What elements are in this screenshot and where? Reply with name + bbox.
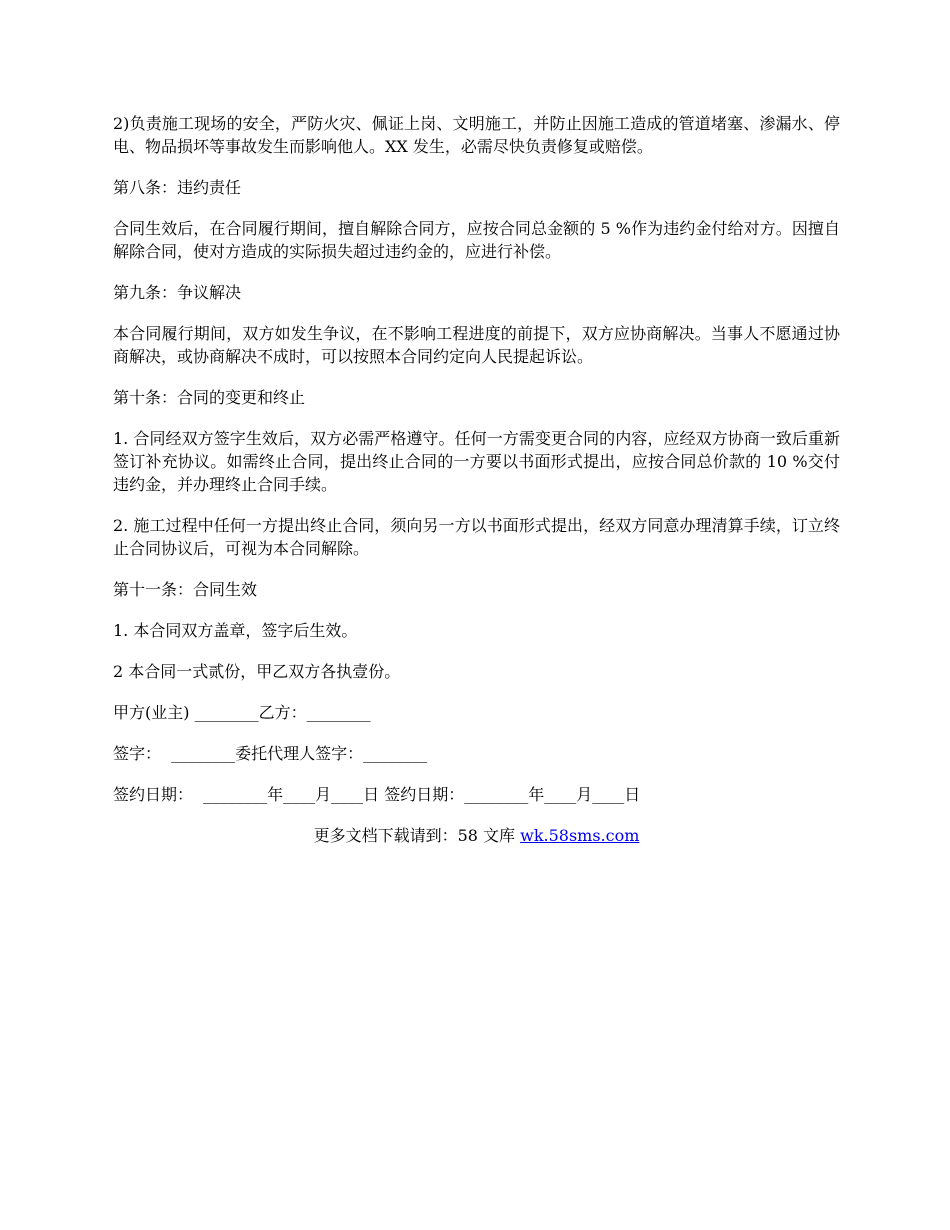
clause-paragraph: 2 本合同一式贰份，甲乙双方各执壹份。: [113, 662, 401, 681]
footer-link[interactable]: wk.58sms.com: [520, 826, 640, 845]
clause-paragraph: 本合同履行期间，双方如发生争议，在不影响工程进度的前提下，双方应协商解决。当事人不愿通过协商解决，或协商解决不成时，可以按照本合同约定向人民提起诉讼。: [113, 324, 840, 366]
clause-paragraph: 合同生效后，在合同履行期间，擅自解除合同方，应按合同总金额的 5 %作为违约金付给对方。因擅自解除合同，使对方造成的实际损失超过违约金的，应进行补偿。: [113, 219, 840, 261]
section-heading: 第八条：违约责任: [113, 178, 242, 197]
section-heading: 第十条：合同的变更和终止: [113, 388, 306, 407]
clause-paragraph: 1. 本合同双方盖章，签字后生效。: [113, 621, 358, 640]
signature-line-parties: 甲方(业主) ________乙方：________: [113, 703, 371, 722]
clause-paragraph: 1. 合同经双方签字生效后，双方必需严格遵守。任何一方需变更合同的内容，应经双方协商一致后重新签订补充协议。如需终止合同，提出终止合同的一方要以书面形式提出，应按合同总价款的 10 %交付违约金，并办理终止合同手续。: [113, 429, 840, 494]
section-heading: 第九条：争议解决: [113, 283, 242, 302]
section-heading: 第十一条：合同生效: [113, 580, 258, 599]
signature-line-signers: 签字： ________委托代理人签字：________: [113, 744, 428, 763]
clause-paragraph: 2)负责施工现场的安全，严防火灾、佩证上岗、文明施工，并防止因施工造成的管道堵塞、渗漏水、停电、物品损坏等事故发生而影响他人。XX 发生，必需尽快负责修复或赔偿。: [113, 114, 840, 156]
footer-prefix: 更多文档下载请到：58 文库: [313, 826, 521, 845]
footer-download-note: [113, 824, 840, 847]
document-body: [113, 112, 840, 847]
clause-paragraph: 2. 施工过程中任何一方提出终止合同，须向另一方以书面形式提出，经双方同意办理清算手续，订立终止合同协议后，可视为本合同解除。: [113, 516, 840, 558]
signature-line-dates: 签约日期： ________年____月____日 签约日期：________年____月____日: [113, 785, 641, 804]
